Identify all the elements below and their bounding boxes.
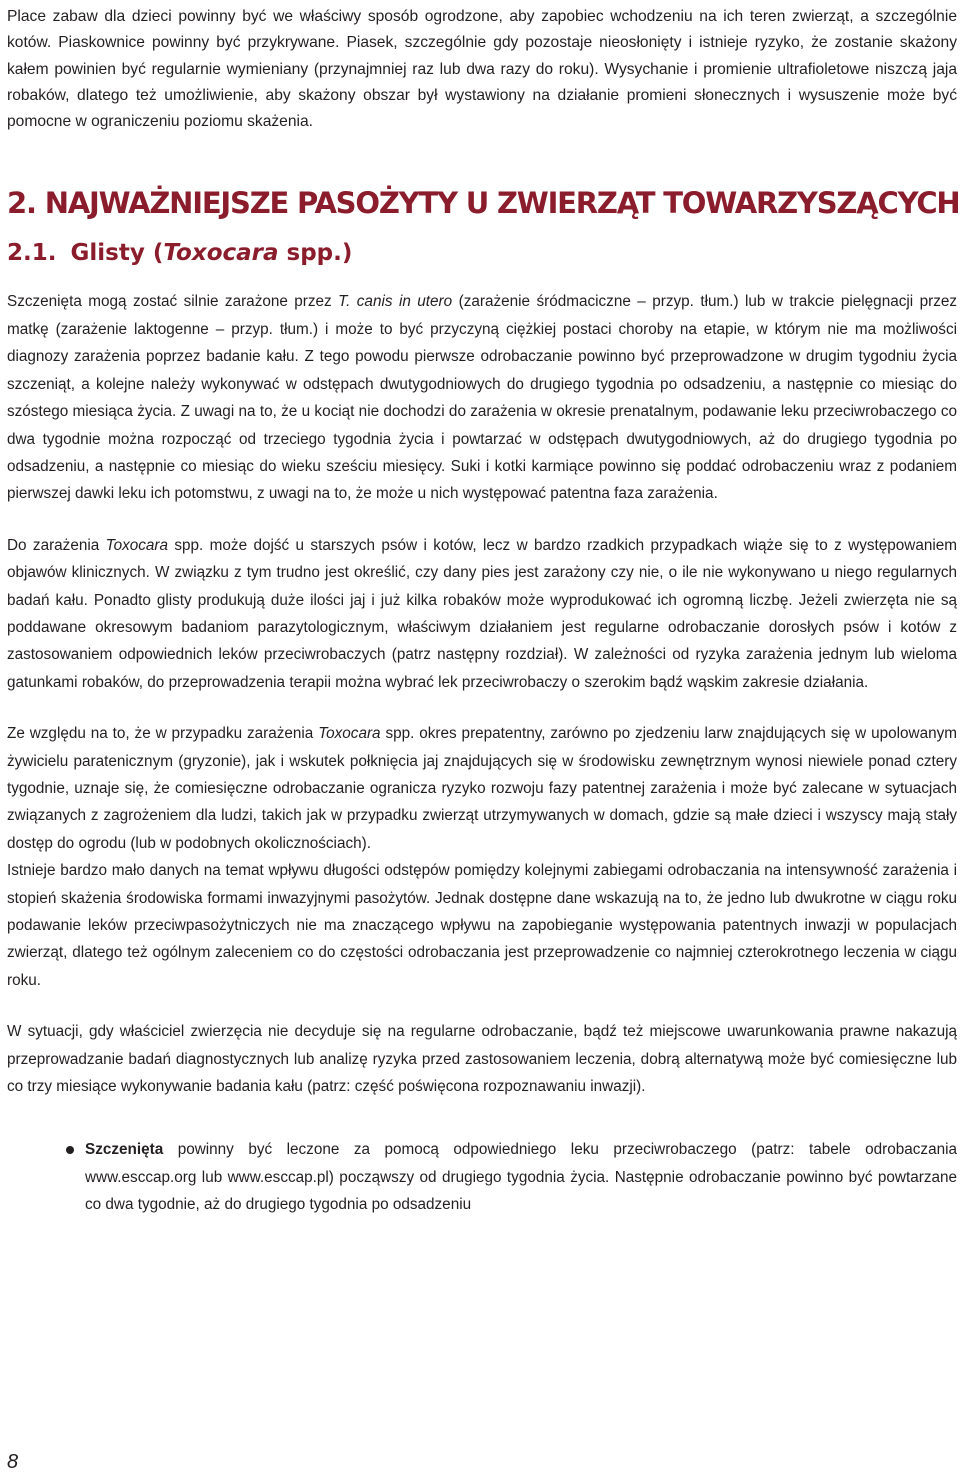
- subsection-number: 2.1.: [7, 240, 57, 267]
- paragraph-treatment-frequency: Istnieje bardzo mało danych na temat wpływu długości odstępów pomiędzy kolejnymi zabiegami odrobaczania na intensywność zarażenia i stopień skażenia środowiska formami inwazyjnymi pasożytów. Jednak dostępne dane wskazują na to, że jedno lub dwukrotne w ciągu roku podawanie leków przeciwpasożytniczych nie ma znaczącego wpływu na zapobieganie występowania patentnych inwazji w populacjach zwierząt, dlatego też ogólnym zaleceniem co do częstości odrobaczania jest przeprowadzenie co najmniej czterokrotnego leczenia w ciągu roku.: [7, 862, 957, 989]
- subsection-title-end: spp.): [278, 240, 353, 267]
- list-item: [85, 1136, 957, 1218]
- paragraph-puppies-kittens: [7, 288, 957, 507]
- paragraph-fecal-examination: W sytuacji, gdy właściciel zwierzęcia nie decyduje się na regularne odrobaczanie, bądź też miejscowe uwarunkowania prawne nakazują przeprowadzanie badań diagnostycznych lub analizę ryzyka przed zastosowaniem leczenia, dobrą alternatywą może być comiesięczne lub co trzy miesiące wykonywanie badania kału (patrz: część poświęcona rozpoznawaniu inwazji).: [7, 1023, 957, 1096]
- paragraph-text: Ze względu na to, że w przypadku zarażenia: [7, 725, 319, 743]
- section-number: 2.: [7, 186, 36, 221]
- bullet-icon: [66, 1146, 74, 1154]
- paragraph-text: spp. okres prepatentny, zarówno po zjedzeniu larw znajdujących się w upolowanym żywicielu paratenicznym (gryzonie), jak i wskutek połknięcia jaj znajdujących się w środowisku zewnętrznym wynosi niewiele ponad cztery tygodnie, uznaje się, że comiesięczne odrobaczanie ogranicza ryzyko rozwoju fazy patentnej zarażenia i może być zalecane w sytuacjach związanych z zagrożeniem dla ludzi, takich jak w przypadku zwierząt utrzymywanych w domach, gdzie są małe dzieci i wszyscy mają stały dostęp do ogrodu (lub w podobnych okolicznościach).: [7, 725, 957, 852]
- species-name: Toxocara: [105, 536, 169, 554]
- section-heading: [7, 183, 960, 223]
- paragraph-adult-animals: [7, 532, 957, 696]
- paragraph-text: spp. może dojść u starszych psów i kotów, lecz w bardzo rzadkich przypadkach wiąże się to z występowaniem objawów klinicznych. W związku z tym trudno jest określić, czy dany pies jest zarażony czy nie, o ile nie wykonywano u niego regularnych badań kału. Ponadto glisty produkują duże ilości jaj i już kilka robaków może wyprodukować ich ogromną liczbę. Jeżeli zwierzęta nie są poddawane okresowym badaniom parazytologicznym, właściwym działaniem jest regularne odrobaczanie dorosłych psów i kotów z zastosowaniem odpowiednich leków przeciwrobaczych (patrz następny rozdział). W zależności od ryzyka zarażenia jednym lub wieloma gatunkami robaków, do przeprowadzenia terapii można wybrać lek przeciwrobaczy o szerokim bądź wąskim zakresie działania.: [7, 536, 957, 691]
- list-item-bold: Szczenięta: [85, 1141, 164, 1159]
- subsection-title-start: Glisty (: [70, 240, 164, 267]
- paragraph-prepatent-period: [7, 720, 957, 857]
- recommendation-list: [7, 1136, 957, 1218]
- species-name: T. canis in utero: [338, 293, 453, 311]
- intro-section: [7, 4, 957, 135]
- paragraph-text: Do zarażenia: [7, 536, 106, 554]
- document-page: [7, 4, 960, 1219]
- list-item-text: powinny być leczone za pomocą odpowiedniego leku przeciwrobaczego (patrz: tabele odrobaczania www.esccap.org lub www.esccap.pl) począwszy od drugiego tygodnia życia. Następnie odrobaczanie powinno być powtarzane co dwa tygodnie, aż do drugiego tygodnia po odsadzeniu: [85, 1141, 957, 1214]
- section-title: NAJWAŻNIEJSZE PASOŻYTY U ZWIERZĄT TOWARZYSZĄCYCH: [44, 186, 960, 221]
- subsection-heading: [7, 235, 957, 271]
- subsection-title-italic: Toxocara: [163, 240, 279, 267]
- intro-paragraph: Place zabaw dla dzieci powinny być we właściwy sposób ogrodzone, aby zapobiec wchodzeniu na ich teren zwierząt, a szczególnie kotów. Piaskownice powinny być przykrywane. Piasek, szczególnie gdy pozostaje nieosłonięty i istnieje ryzyko, że zostanie skażony kałem powinien być regularnie wymieniany (przynajmniej raz lub dwa razy do roku). Wysychanie i promienie ultrafioletowe niszczą jaja robaków, dlatego też umożliwienie, aby skażony obszar był wystawiony na działanie promieni słonecznych i wysuszenie może być pomocne w ograniczeniu poziomu skażenia.: [7, 8, 957, 131]
- paragraph-text: Szczenięta mogą zostać silnie zarażone przez: [7, 293, 339, 311]
- body-text: [7, 288, 957, 1100]
- page-number: 8: [7, 1451, 19, 1473]
- species-name: Toxocara: [318, 725, 381, 743]
- paragraph-text: (zarażenie śródmaciczne – przyp. tłum.) lub w trakcie pielęgnacji przez matkę (zarażenie laktogenne – przyp. tłum.) i może to być przyczyną ciężkiej postaci choroby na etapie, w którym nie ma możliwości diagnozy zarażenia poprzez badanie kału. Z tego powodu pierwsze odrobaczanie powinno być przeprowadzone w drugim tygodniu życia szczeniąt, a kolejne należy wykonywać w odstępach dwutygodniowych do drugiego tygodnia po odsadzeniu, a następnie co miesiąc do szóstego miesiąca życia. Z uwagi na to, że u kociąt nie dochodzi do zarażenia w okresie prenatalnym, podawanie leku przeciwrobaczego co dwa tygodnie można rozpocząć od trzeciego tygodnia życia i powtarzać w odstępach dwutygodniowych, aż do drugiego tygodnia po odsadzeniu, a następnie co miesiąc do wieku sześciu miesięcy. Suki i kotki karmiące powinno się poddać odrobaczeniu wraz z podaniem pierwszej dawki leku ich potomstwu, z uwagi na to, że może u nich występować patentna faza zarażenia.: [7, 293, 958, 503]
